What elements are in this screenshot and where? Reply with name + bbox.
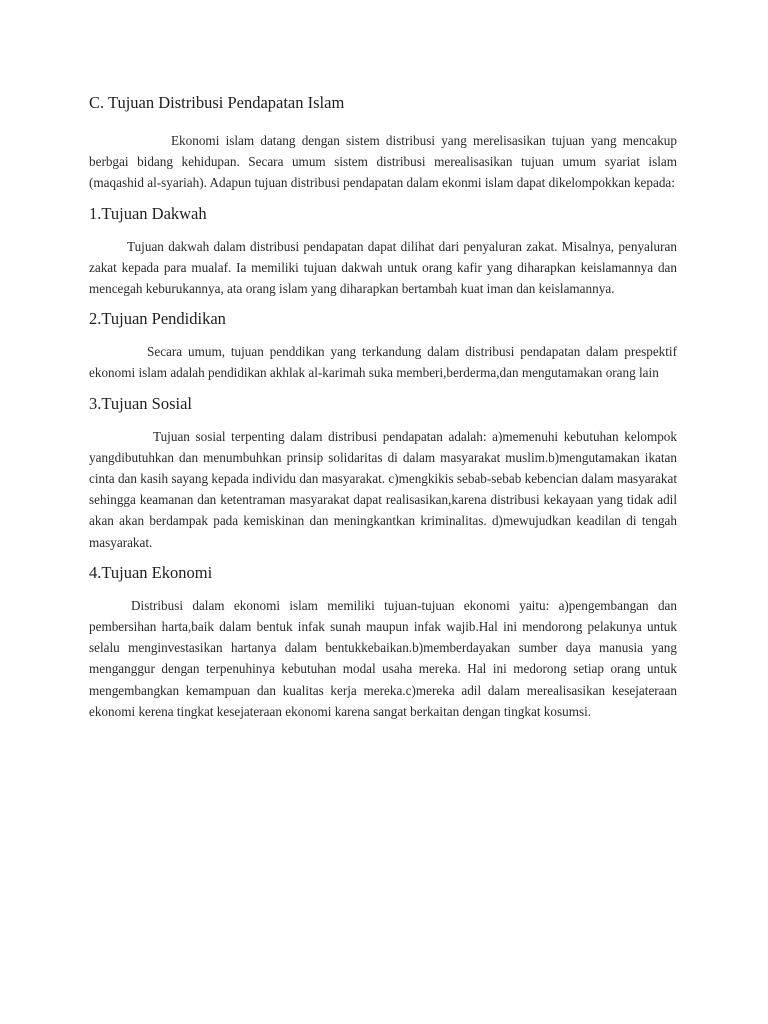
page-title: C. Tujuan Distribusi Pendapatan Islam <box>89 93 345 112</box>
document-page <box>89 93 677 732</box>
section-body-ekonomi: Distribusi dalam ekonomi islam memiliki tujuan-tujuan ekonomi yaitu: a)pengembangan dan pembersihan harta,baik dalam bentuk infak sunah maupun infak wajib.Hal ini mendorong pelakunya untuk selalu menginvestasikan hartanya dalam bentukkebaikan.b)memberdayakan sumber daya manusia yang menganggur dengan terpenuhinya kebutuhan modal usaha mereka. Hal ini medorong setiap orang untuk mengembangkan kemampuan dan kualitas kerja mereka.c)mereka adil dalam merealisasikan kesejateraan ekonomi kerena tingkat kesejateraan ekonomi karena sangat berkaitan dengan tingkat kosumsi. <box>89 597 677 719</box>
section-heading-ekonomi: 4.Tujuan Ekonomi <box>89 562 213 582</box>
section-heading-sosial: 3.Tujuan Sosial <box>89 393 192 413</box>
section-heading-dakwah: 1.Tujuan Dakwah <box>89 203 207 223</box>
section-body-pendidikan: Secara umum, tujuan penddikan yang terkandung dalam distribusi pendapatan dalam prespektif ekonomi islam adalah pendidikan akhlak al-karimah suka memberi,berderma,dan mengutamakan orang lain <box>89 344 677 381</box>
section-heading-pendidikan: 2.Tujuan Pendidikan <box>89 309 226 329</box>
section-body-sosial: Tujuan sosial terpenting dalam distribusi pendapatan adalah: a)memenuhi kebutuhan kelompok yangdibutuhkan dan menumbuhkan prinsip solidaritas di dalam masyarakat muslim.b)mengutamakan ikatan cinta dan kasih sayang kepada individu dan masyarakat. c)mengkikis sebab-sebab kebencian dalam masyarakat sehingga keamanan dan ketentraman masyarakat dapat realisasikan,karena distribusi kekayaan yang tidak adil akan akan berdampak pada kemiskinan dan meningkantkan kriminalitas. d)mewujudkan keadilan di tengah masyarakat. <box>89 428 677 550</box>
section-body-dakwah: Tujuan dakwah dalam distribusi pendapatan dapat dilihat dari penyaluran zakat. Misalnya, penyaluran zakat kepada para mualaf. Ia memiliki tujuan dakwah untuk orang kafir yang diharapkan keislamannya dan mencegah keburukannya, ata orang islam yang diharapkan bertambah kuat iman dan keislamannya. <box>89 238 677 297</box>
intro-paragraph: Ekonomi islam datang dengan sistem distribusi yang merelisasikan tujuan yang mencakup berbgai bidang kehidupan. Secara umum sistem distribusi merealisasikan tujuan umum syariat islam (maqashid al-syariah). Adapun tujuan distribusi pendapatan dalam ekonmi islam dapat dikelompokkan kepada: <box>89 133 677 191</box>
